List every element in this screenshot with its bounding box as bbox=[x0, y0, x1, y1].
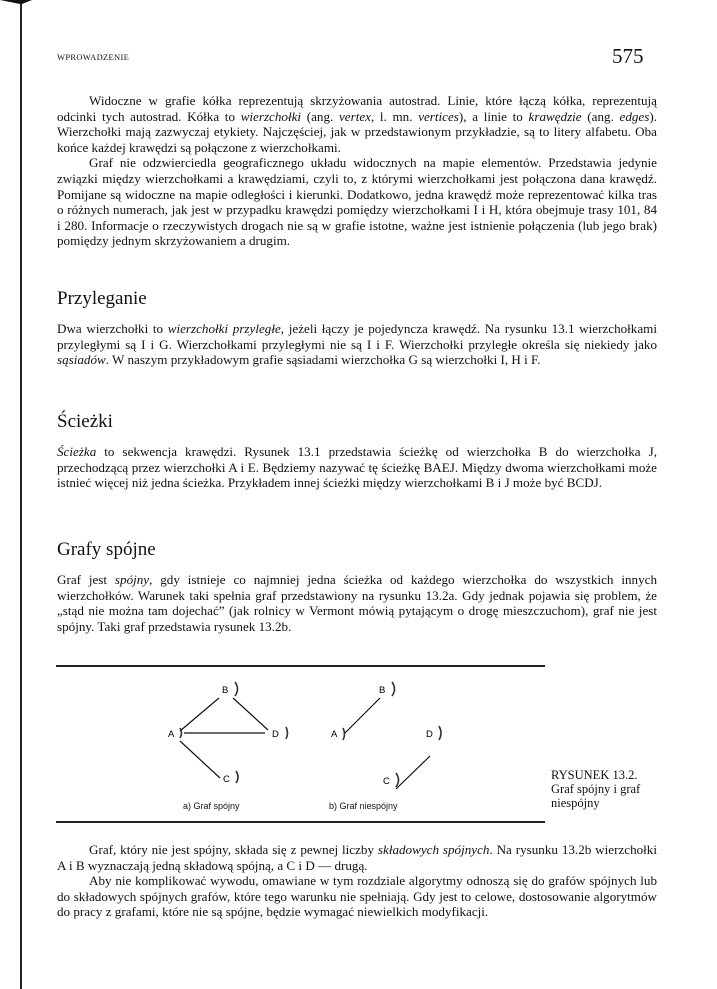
graph-a-node-b: B bbox=[222, 685, 229, 696]
figure-top-rule bbox=[56, 665, 545, 667]
page-binding-line bbox=[20, 4, 22, 989]
graph-b-node-c: C bbox=[383, 776, 390, 787]
paths-paragraph: Ścieżka to sekwencja krawędzi. Rysunek 13.1 przedstawia ścieżkę od wierzchołka B do wierzchołka J, przechodzącą przez wierzchołki A i E. Będziemy nazywać tę ścieżkę BAEJ. Między dwoma wierzchołkami może istnieć więcej niż jedna ścieżka. Przykładem innej ścieżki między wierzchołkami B i J może być BCDJ. bbox=[57, 444, 657, 491]
connected-paragraph: Graf jest spójny, gdy istnieje co najmniej jedna ścieżka od każdego wierzchołka do wszystkich innych wierzchołków. Warunek taki spełnia graf przedstawiony na rysunku 13.2a. Gdy jednak pojawia się problem, że „stąd nie można tam dojechać” (jak rolnicy w Vermont mówią pytającym o drogę mieszczuchom), graf nie jest spójny. Taki graf przedstawia rysunek 13.2b. bbox=[57, 572, 657, 634]
intro-paragraph-1: Widoczne w grafie kółka reprezentują skrzyżowania autostrad. Linie, które łączą kółka, reprezentują odcinki tych autostrad. Kółka to wierzchołki (ang. vertex, l. mn. vertices), a linie to krawędzie (ang. edges). Wierzchołki mają zazwyczaj etykiety. Najczęściej, jak w przedstawionym przykładzie, są to litery alfabetu. Oba końce każdej krawędzi są połączone z wierzchołkami. bbox=[57, 93, 657, 155]
graph-b-node-a: A bbox=[331, 729, 338, 740]
intro-text bbox=[57, 93, 657, 249]
graph-b-caption: b) Graf niespójny bbox=[329, 801, 398, 811]
graph-b-node-d: D bbox=[426, 729, 433, 740]
closing-paragraph-2: Aby nie komplikować wywodu, omawiane w tym rozdziale algorytmy odnoszą się do grafów spójnych lub do składowych spójnych grafów, które tego warunku nie spełniają. Gdy jest to celowe, dostosowanie algorytmów do pracy z grafami, które nie są spójne, będzie wymagać niewielkich modyfikacji. bbox=[57, 873, 657, 920]
graph-b-node-b: B bbox=[379, 685, 386, 696]
section-connected-text bbox=[57, 572, 657, 634]
section-heading-paths: Ścieżki bbox=[57, 411, 113, 432]
closing-paragraph-1: Graf, który nie jest spójny, składa się z pewnej liczby składowych spójnych. Na rysunku 13.2b wierzchołki A i B wyznaczają jedną składową spójną, a C i D — drugą. bbox=[57, 842, 657, 873]
closing-text bbox=[57, 842, 657, 920]
running-head: WPROWADZENIE bbox=[57, 52, 130, 62]
intro-paragraph-2: Graf nie odzwierciedla geograficznego układu widocznych na mapie elementów. Przedstawia jedynie związki między wierzchołkami a krawędziami, czyli to, z którymi wierzchołkami jest połączona dana krawędź. Pomijane są widoczne na mapie odległości i kierunki. Dodatkowo, jedna krawędź może reprezentować kilka tras o różnych numerach, jak jest w przypadku krawędzi pomiędzy wierzchołkami I i H, która obejmuje trasy 101, 84 i 280. Informacje o rzeczywistych drogach nie są w grafie istotne, ważne jest istnienie połączenia (lub jego brak) pomiędzy jednym skrzyżowaniem a drugim. bbox=[57, 155, 657, 249]
figure-13-2 bbox=[56, 668, 545, 820]
graph-a-node-a: A bbox=[168, 729, 175, 740]
graph-diagrams bbox=[56, 668, 545, 820]
figure-caption-text: Graf spójny i graf niespójny bbox=[551, 782, 641, 810]
adjacency-paragraph: Dwa wierzchołki to wierzchołki przyległe, jeżeli łączy je pojedyncza krawędź. Na rysunku 13.1 wierzchołkami przyległymi są I i G. Wierzchołkami przyległymi nie są I i F. Wierzchołki przyległe określa się niekiedy jako sąsiadów. W naszym przykładowym grafie sąsiadami wierzchołka G są wierzchołki I, H i F. bbox=[57, 321, 657, 368]
graph-a-node-d: D bbox=[272, 729, 279, 740]
section-heading-connected-graphs: Grafy spójne bbox=[57, 539, 156, 560]
binding-wedge-decoration bbox=[0, 0, 32, 8]
section-adjacency-text bbox=[57, 321, 657, 368]
figure-bottom-rule bbox=[56, 821, 545, 823]
graph-a-caption: a) Graf spójny bbox=[183, 801, 240, 811]
figure-caption-title: RYSUNEK 13.2. bbox=[551, 768, 638, 782]
section-heading-adjacency: Przyleganie bbox=[57, 288, 147, 309]
page-number: 575 bbox=[612, 44, 644, 68]
graph-a-node-c: C bbox=[223, 774, 230, 785]
section-paths-text bbox=[57, 444, 657, 491]
graph-a-edges bbox=[180, 698, 268, 778]
figure-caption bbox=[551, 768, 671, 810]
